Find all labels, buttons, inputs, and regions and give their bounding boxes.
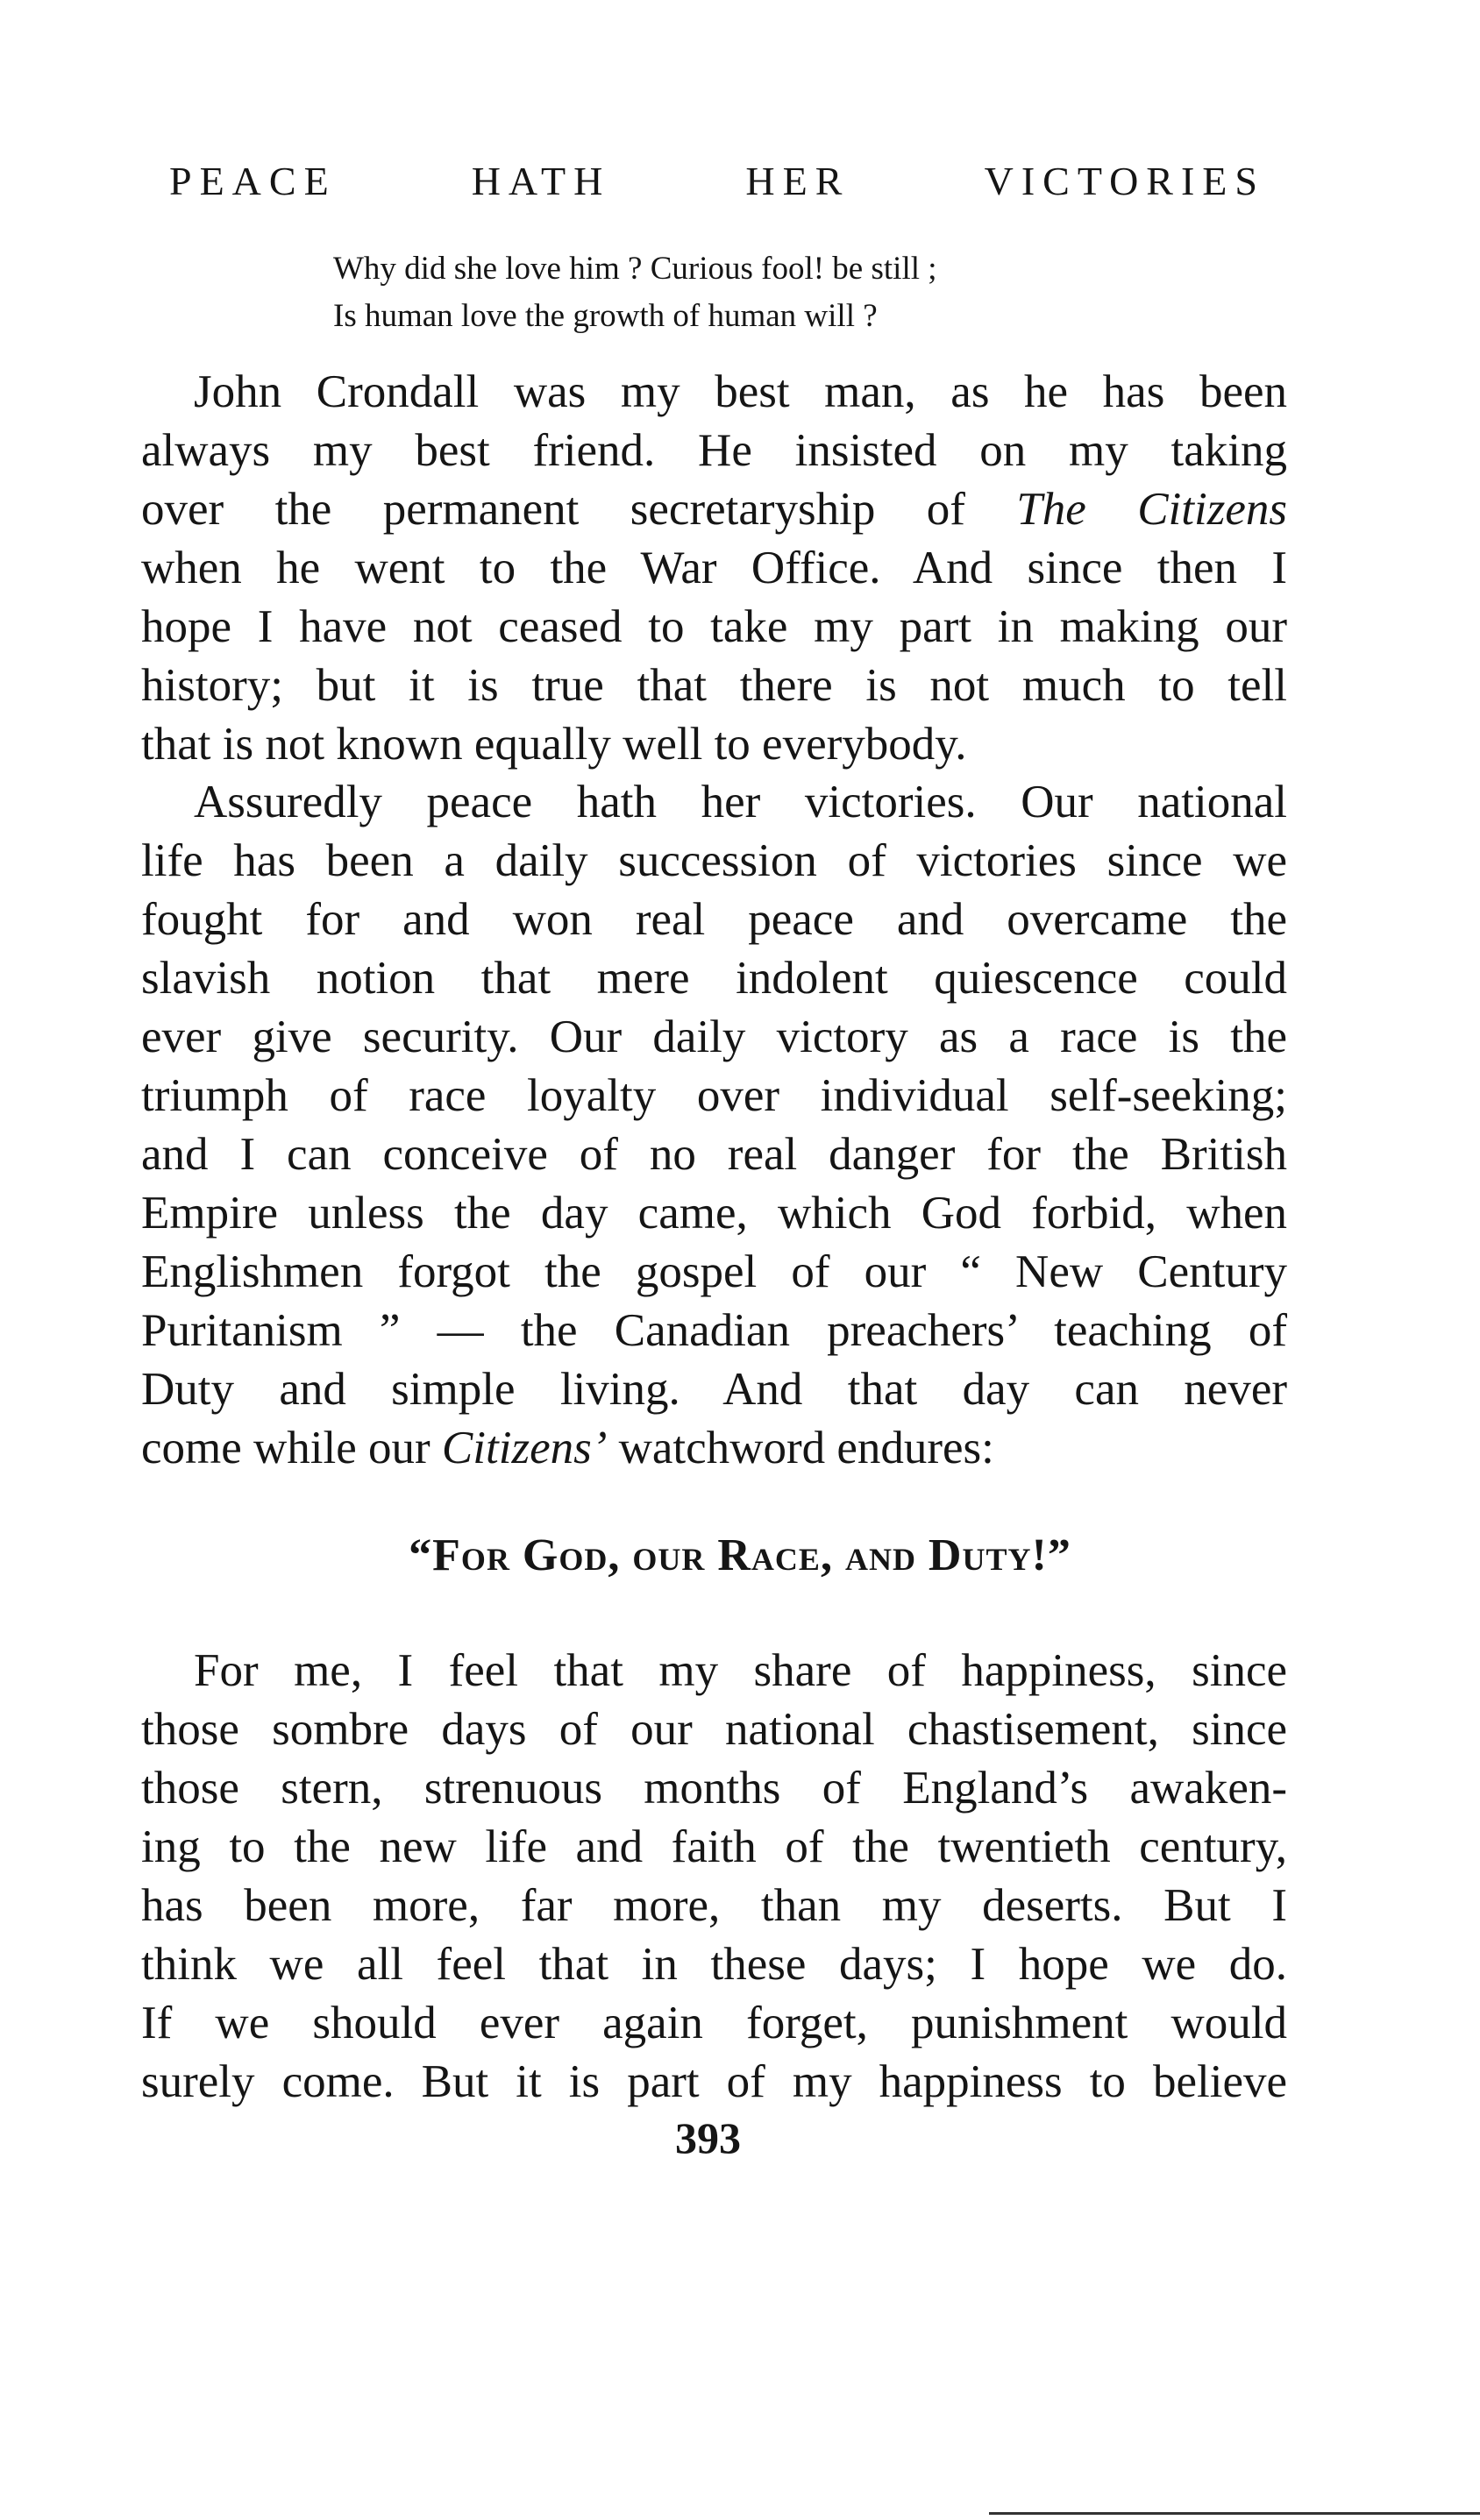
text-line: Duty and simple living. And that day can never <box>141 1364 1287 1415</box>
motto: “For God, our Race, and Duty!” <box>409 1530 1071 1580</box>
text-line: when he went to the War Office. And since then I <box>141 543 1287 593</box>
text-line: Puritanism ” — the Canadian preachers’ teaching of <box>141 1305 1287 1356</box>
scan-edge-rule <box>989 2512 1480 2515</box>
text-line: has been more, far more, than my deserts. But I <box>141 1880 1287 1931</box>
text-line: triumph of race loyalty over individual self-seeking; <box>141 1070 1287 1121</box>
text-line: always my best friend. He insisted on my taking <box>141 425 1287 476</box>
text-line: those stern, strenuous months of England’s awaken- <box>141 1763 1287 1814</box>
text-line: fought for and won real peace and overcame the <box>141 894 1287 945</box>
text-line: over the permanent secretaryship of The Citizens <box>141 484 1287 535</box>
text-line: Assuredly peace hath her victories. Our national <box>194 777 1287 827</box>
text-line: history; but it is true that there is not much to tell <box>141 660 1287 711</box>
text-line: surely come. But it is part of my happiness to believe <box>141 2056 1287 2107</box>
text-line: slavish notion that mere indolent quiescence could <box>141 953 1287 1004</box>
page-number: 393 <box>675 2113 741 2162</box>
text-line: If we should ever again forget, punishment would <box>141 1998 1287 2048</box>
running-header: PEACE HATH HER VICTORIES <box>169 159 1265 203</box>
text-line: ever give security. Our daily victory as a race is the <box>141 1012 1287 1062</box>
text-line: For me, I feel that my share of happiness, since <box>194 1645 1287 1696</box>
text-line: hope I have not ceased to take my part in making our <box>141 601 1287 652</box>
paragraph-3 <box>141 1642 1287 2112</box>
text-line: Englishmen forgot the gospel of our “ New Century <box>141 1246 1287 1297</box>
epigraph-line: Is human love the growth of human will ? <box>333 298 878 334</box>
text-line: ing to the new life and faith of the twentieth century, <box>141 1821 1287 1872</box>
paragraph-1 <box>141 363 1287 774</box>
text-line: that is not known equally well to everybody. <box>141 719 967 770</box>
epigraph-line: Why did she love him ? Curious fool! be still ; <box>333 251 937 287</box>
text-line: those sombre days of our national chastisement, since <box>141 1704 1287 1755</box>
epigraph <box>333 245 937 340</box>
text-line: Empire unless the day came, which God forbid, when <box>141 1188 1287 1239</box>
paragraph-2 <box>141 773 1287 1478</box>
text-line: and I can conceive of no real danger for the British <box>141 1129 1287 1180</box>
text-line: think we all feel that in these days; I hope we do. <box>141 1939 1287 1990</box>
text-line: come while our Citizens’ watchword endures: <box>141 1423 994 1473</box>
text-line: John Crondall was my best man, as he has been <box>194 366 1287 417</box>
text-line: life has been a daily succession of victories since we <box>141 835 1287 886</box>
